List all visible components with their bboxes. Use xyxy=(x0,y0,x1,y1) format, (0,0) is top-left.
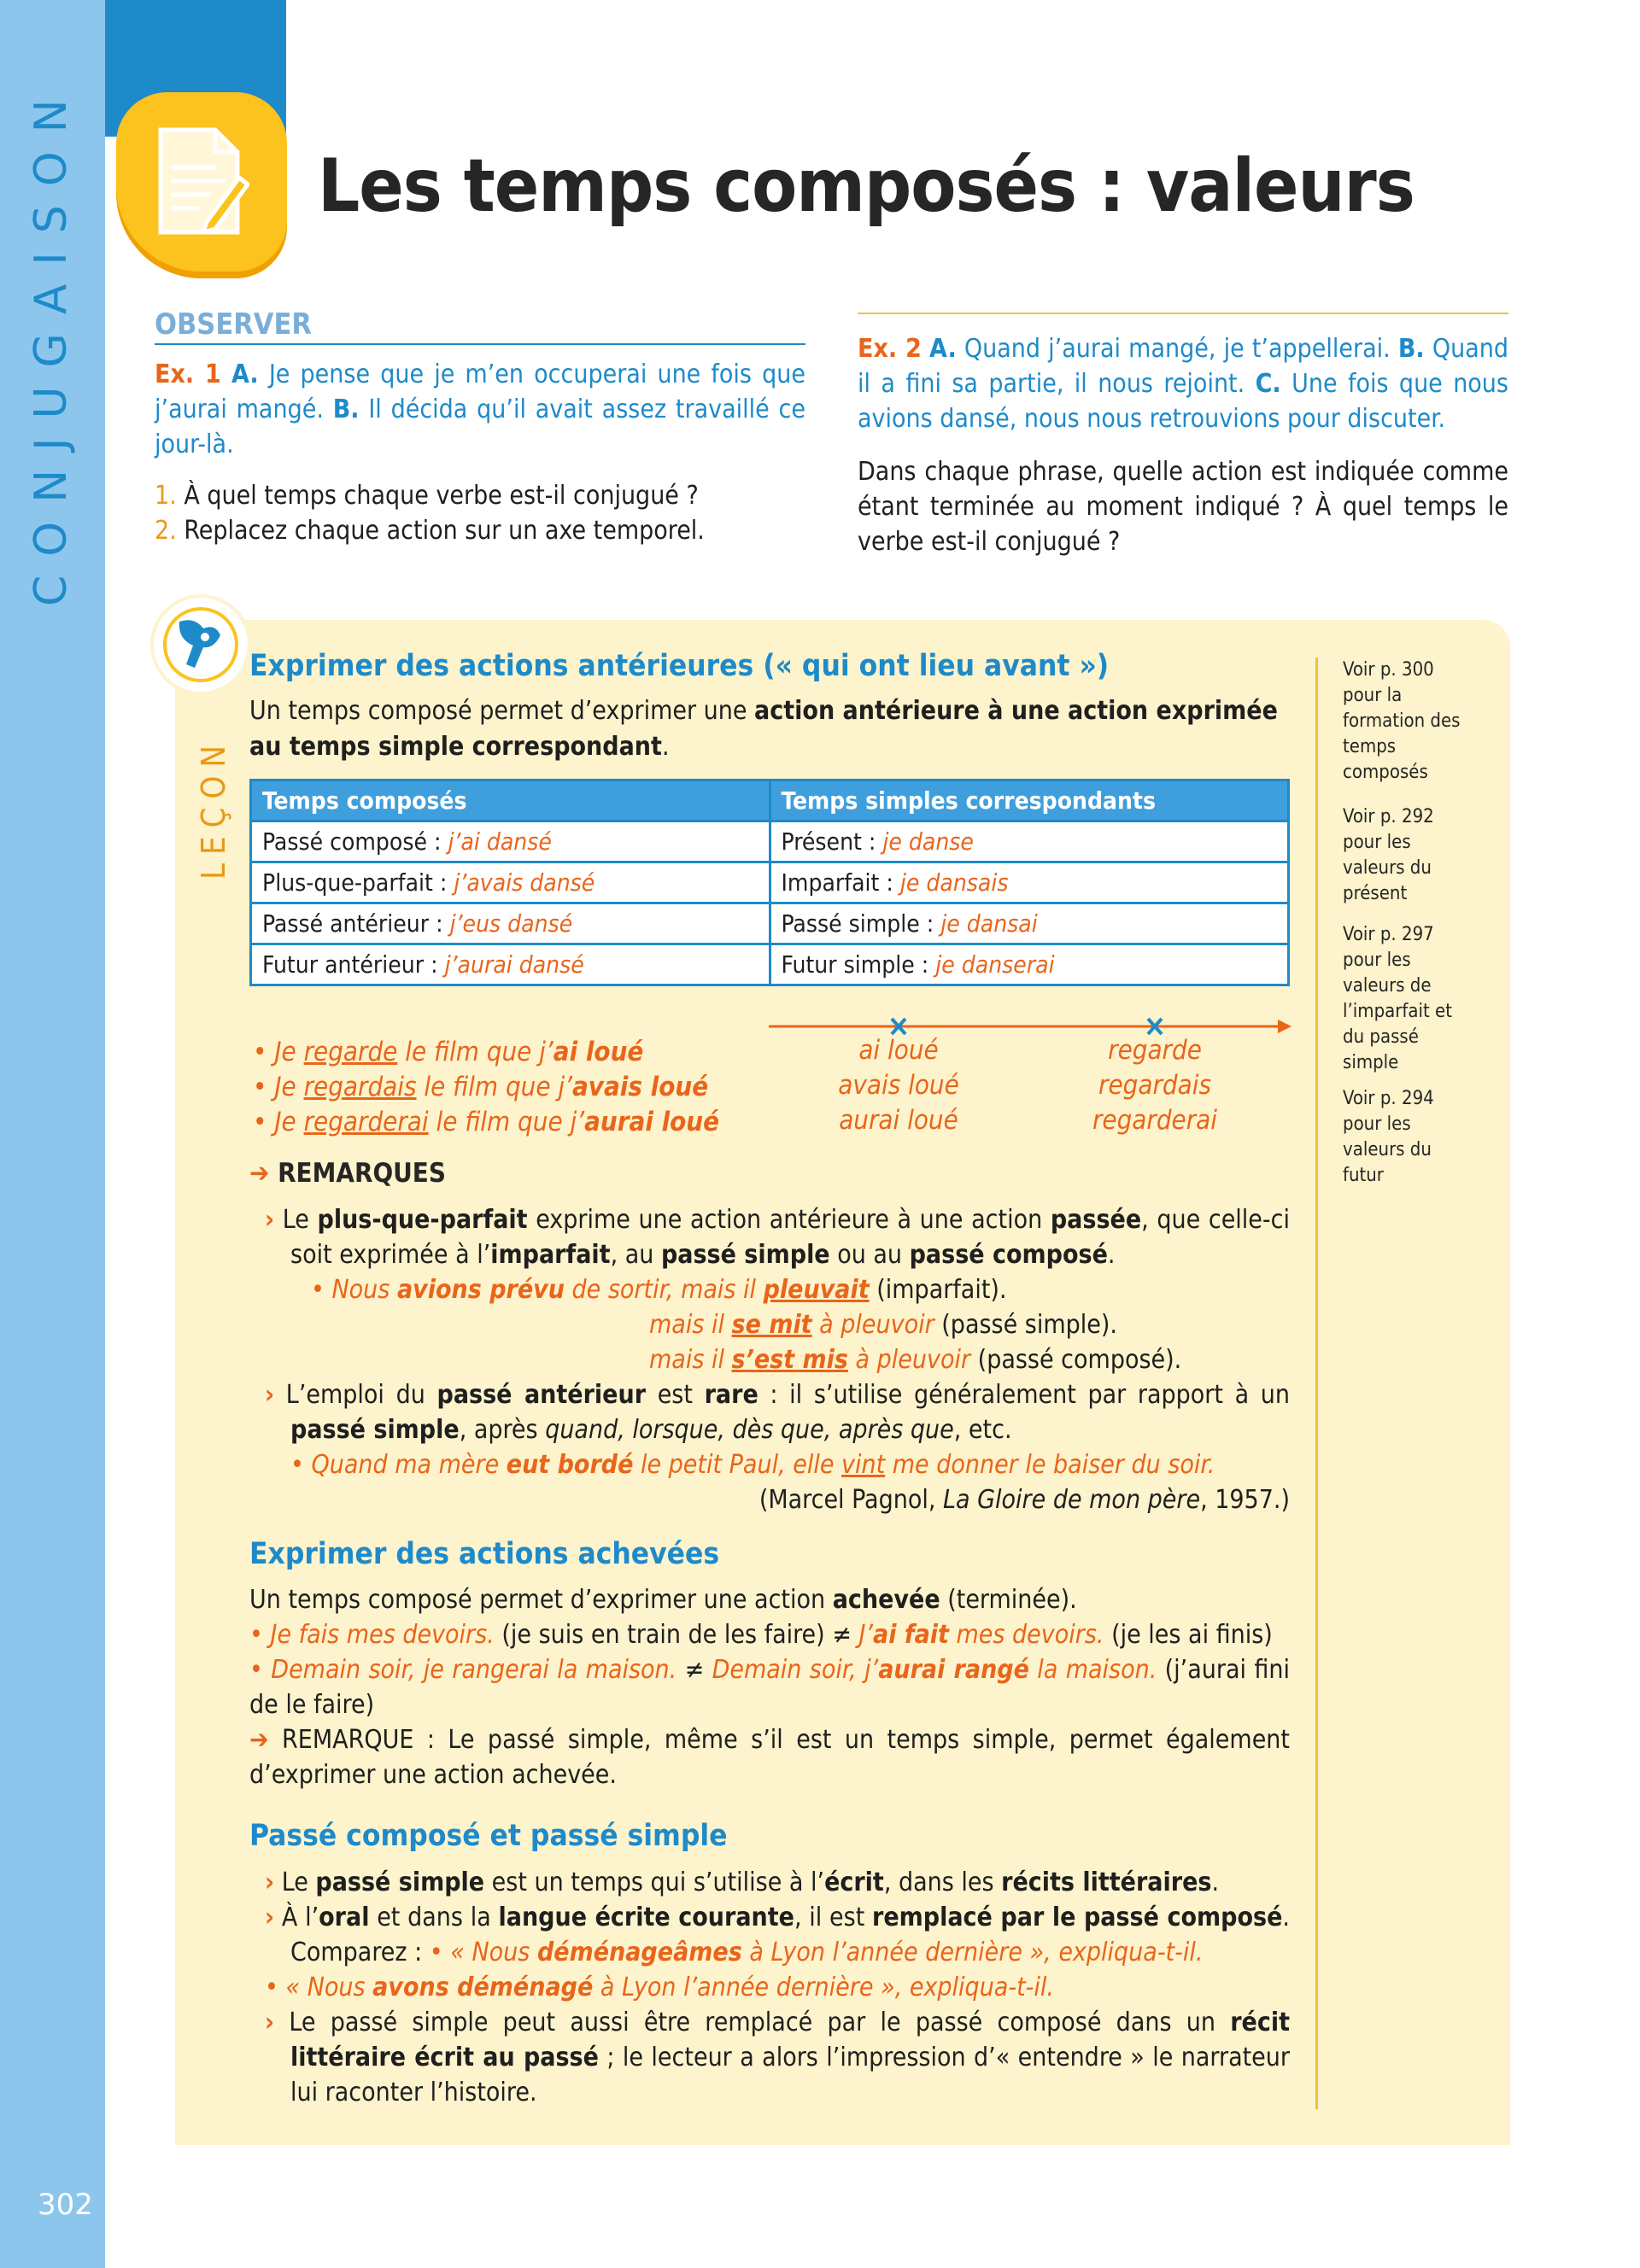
table-cell: Passé composé : j’ai dansé xyxy=(251,821,770,862)
table-header-cell: Temps composés xyxy=(251,780,770,821)
page-title: Les temps composés : valeurs xyxy=(318,143,1414,229)
timeline-col1: avais loué xyxy=(838,1070,959,1101)
section-2-body: Un temps composé permet d’exprimer une action achevée (terminée). • Je fais mes devoirs. (je suis en train de les faire) ≠ J’ai fait mes devoirs. (je les ai finis) • Demain soir, je rangerai la maison. ≠ Demain soir, j’aurai rangé la maison. (j’aurai fini de le faire) ➔ REMARQUE : Le passé simple, même s’il est un temps simple, permet également d’exprimer une action achevée. xyxy=(249,1585,1290,1790)
sidebar-chapter-label: CONJUGAISON xyxy=(26,80,77,606)
remark-1: › Le plus-que-parfait exprime une action antérieure à une action passée, que celle-ci soit exprimée à l’imparfait, au passé simple ou au passé composé. • Nous avions prévu de sortir, mais il pleuvait (imparfait). mais il se mit à pleuvoir (passé simple). mais il s’est mis à pleuvoir (passé composé). xyxy=(265,1202,1290,1377)
section-title-anterior: Exprimer des actions antérieures (« qui ont lieu avant ») xyxy=(249,649,1110,683)
remarks-heading: ➔ REMARQUES xyxy=(249,1158,446,1189)
question-2: 2. Replacez chaque action sur un axe temporel. xyxy=(155,516,705,546)
observer-rule xyxy=(155,343,805,345)
remark-1-example: • Nous avions prévu de sortir, mais il pleuvait (imparfait). xyxy=(311,1275,1007,1305)
lesson-pen-icon xyxy=(154,598,248,692)
timeline-col2: regardais xyxy=(1098,1070,1211,1101)
side-notes-rule xyxy=(1315,658,1318,2109)
table-cell: Passé antérieur : j’eus dansé xyxy=(251,903,770,944)
table-row xyxy=(251,821,1289,862)
exercise-1-questions xyxy=(155,478,805,548)
section-3-body: › Le passé simple est un temps qui s’utilise à l’écrit, dans les récits littéraires. › À l’oral et dans la langue écrite courante, il est remplacé par le passé composé. Comparez : • « Nous déménageâmes à Lyon l’année dernière », expliqua-t-il. • « Nous avons déménagé à Lyon l’année dernière », expliqua-t-il. › Le passé simple peut aussi être remplacé par le passé composé dans un récit littéraire écrit au passé ; le lecteur a alors l’impression d’« entendre » le narrateur lui raconter l’histoire. xyxy=(265,1868,1290,2107)
example-line: • Je regarde le film que j’ai loué xyxy=(253,1037,644,1067)
observer-label: OBSERVER xyxy=(155,307,312,342)
table-cell: Futur simple : je danserai xyxy=(770,944,1289,985)
table-cell: Passé simple : je dansai xyxy=(770,903,1289,944)
table-row xyxy=(251,944,1289,985)
ex2-rule xyxy=(858,313,1508,314)
timeline-col2: regarde xyxy=(1108,1035,1202,1066)
remark-2: › L’emploi du passé antérieur est rare : il s’utilise généralement par rapport à un passé simple, après quand, lorsque, dès que, après que, etc. • Quand ma mère eut bordé le petit Paul, elle vint me donner le baiser du soir. (Marcel Pagnol, La Gloire de mon père, 1957.) xyxy=(265,1377,1290,1517)
table-row xyxy=(251,903,1289,944)
table-row xyxy=(251,862,1289,903)
table-header-row xyxy=(251,780,1289,821)
timeline-col1: aurai loué xyxy=(839,1105,958,1136)
side-note: Voir p. 292 pour les valeurs du présent xyxy=(1343,806,1434,904)
section-title-passe: Passé composé et passé simple xyxy=(249,1819,728,1853)
exercise-1: Ex. 1 A. Je pense que je m’en occuperai une fois que j’aurai mangé. B. Il décida qu’il avait assez travaillé ce jour-là. xyxy=(155,359,805,459)
example-line: • Je regarderai le film que j’aurai loué xyxy=(253,1107,720,1137)
side-note: Voir p. 294 pour les valeurs du futur xyxy=(1343,1088,1434,1186)
table-cell: Imparfait : je dansais xyxy=(770,862,1289,903)
side-note: Voir p. 300 pour la formation des temps composés xyxy=(1343,659,1461,783)
section-title-achieved: Exprimer des actions achevées xyxy=(249,1537,720,1571)
timeline-col2: regarderai xyxy=(1092,1105,1218,1136)
page-number: 302 xyxy=(38,2188,93,2222)
table-header-cell: Temps simples correspondants xyxy=(770,780,1289,821)
table-cell: Présent : je danse xyxy=(770,821,1289,862)
sidebar xyxy=(0,0,105,2268)
timeline-col1: ai loué xyxy=(858,1035,939,1066)
table-cell: Futur antérieur : j’aurai dansé xyxy=(251,944,770,985)
exercise-2: Ex. 2 A. Quand j’aurai mangé, je t’appellerai. B. Quand il a fini sa partie, il nous rejoint. C. Une fois que nous avions dansé, nous nous retrouvions pour discuter. xyxy=(858,334,1508,434)
remark-1-example: mais il se mit à pleuvoir (passé simple). xyxy=(649,1310,1117,1340)
question-1: 1. À quel temps chaque verbe est-il conjugué ? xyxy=(155,481,699,511)
section-1-intro: Un temps composé permet d’exprimer une action antérieure à une action exprimée au temps simple correspondant. xyxy=(249,696,1278,762)
table-cell: Plus-que-parfait : j’avais dansé xyxy=(251,862,770,903)
remark-2-example: • Quand ma mère eut bordé le petit Paul, elle vint me donner le baiser du soir. xyxy=(290,1450,1215,1480)
tense-table xyxy=(249,779,1290,986)
example-line: • Je regardais le film que j’avais loué xyxy=(253,1072,709,1102)
citation: (Marcel Pagnol, La Gloire de mon père, 1957.) xyxy=(758,1485,1290,1515)
lesson-label: LEÇON xyxy=(195,737,232,880)
exercise-2-question: Dans chaque phrase, quelle action est indiquée comme étant terminée au moment indiqué ? À quel temps le verbe est-il conjugué ? xyxy=(858,457,1508,557)
side-note: Voir p. 297 pour les valeurs de l’imparfait et du passé simple xyxy=(1343,924,1452,1073)
remark-1-example: mais il s’est mis à pleuvoir (passé composé). xyxy=(649,1345,1182,1375)
document-pencil-icon xyxy=(116,92,287,272)
